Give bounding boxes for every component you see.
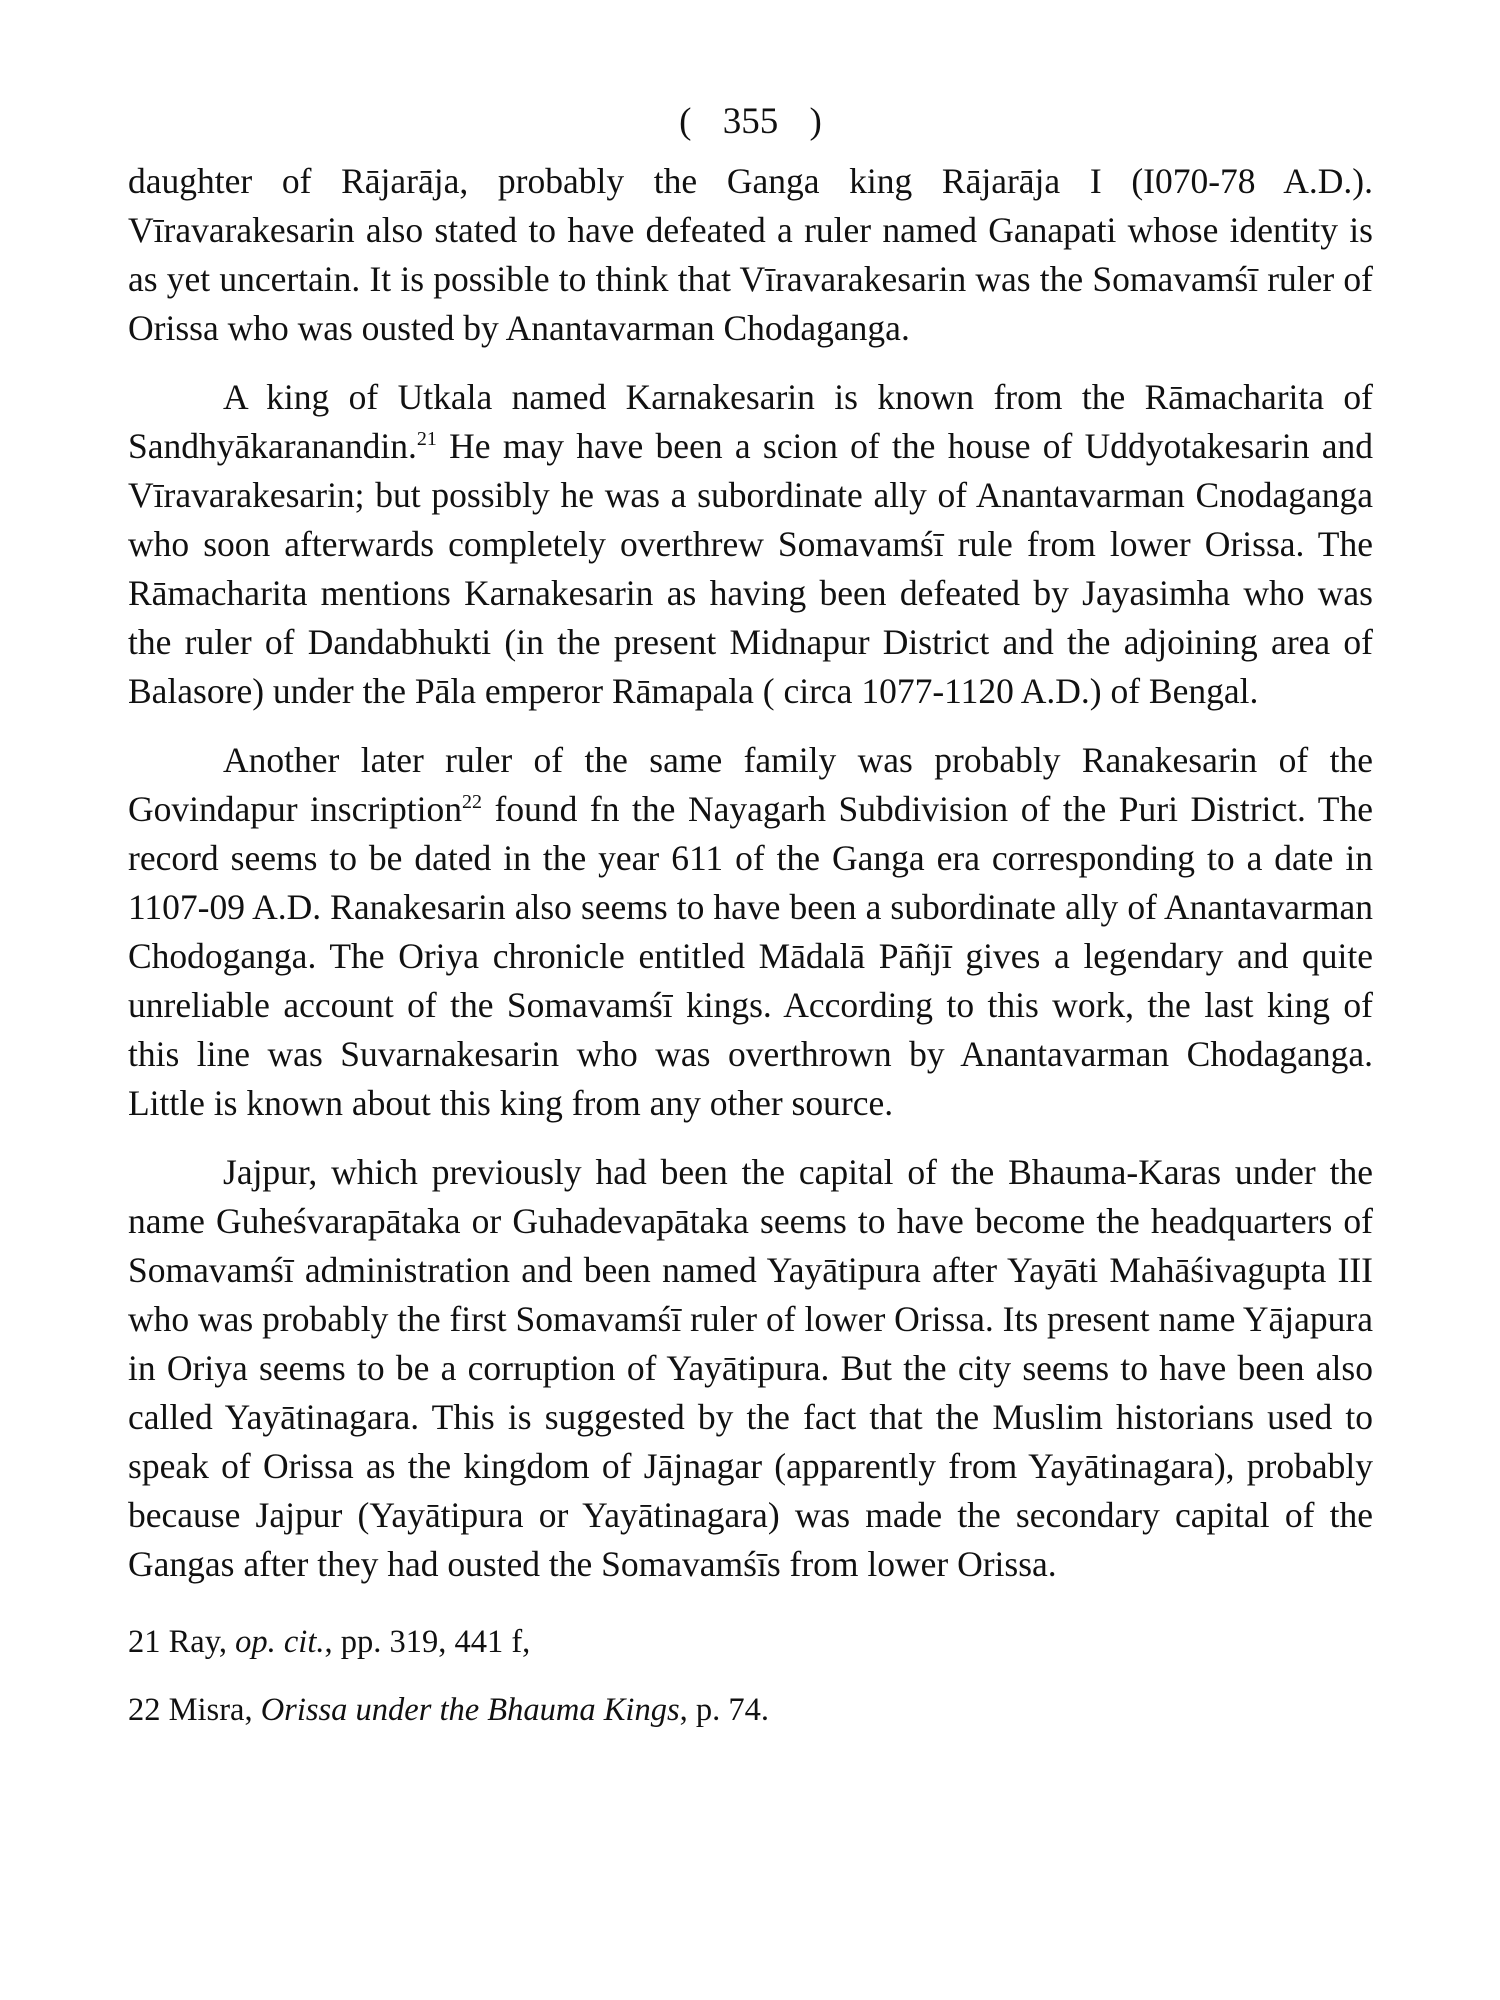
footnote-title: Orissa under the Bhauma Kings <box>260 1692 680 1728</box>
paragraph-karnakesarin <box>128 373 1373 716</box>
page-number: ( 355 ) <box>679 101 822 142</box>
book-page <box>128 100 1373 1755</box>
footnote-22 <box>128 1687 1373 1733</box>
footnotes <box>128 1619 1373 1733</box>
footnote-21 <box>128 1619 1373 1665</box>
paragraph-text: Another later ruler of the same family was probably Ranakesarin of the Govindapur inscription <box>128 740 1373 829</box>
footnote-number: 22 <box>128 1692 161 1728</box>
footnote-title: op. cit. <box>235 1624 325 1660</box>
paragraph-continuation: daughter of Rājarāja, probably the Ganga king Rājarāja I (I070-78 A.D.). Vīravarakesarin also stated to have defeated a ruler named Ganapati whose identity is as yet uncertain. It is possible to think that Vīravarakesarin was the Somavamśī ruler of Orissa who was ousted by Anantavarman Chodaganga. <box>128 161 1373 348</box>
footnote-author: Ray, <box>168 1624 227 1660</box>
paragraph-jajpur: Jajpur, which previously had been the capital of the Bhauma-Karas under the name Guheśvarapātaka or Guhadevapātaka seems to have become the headquarters of Somavamśī administration and been named Yayātipura after Yayāti Mahāśivagupta III who was probably the first Somavamśī ruler of lower Orissa. Its present name Yājapura in Oriya seems to be a corruption of Yayātipura. But the city seems to have been also called Yayātinagara. This is suggested by the fact that the Muslim historians used to speak of Orissa as the kingdom of Jājnagar (apparently from Yayātinagara), probably because Jajpur (Yayātipura or Yayātinagara) was made the secondary capital of the Gangas after they had ousted the Somavamśīs from lower Orissa. <box>128 1152 1373 1584</box>
footnote-author: Misra, <box>168 1692 253 1728</box>
paragraph-text: found fn the Nayagarh Subdivision of the Puri District. The record seems to be dated in the year 611 of the Ganga era corresponding to a date in 1107-09 A.D. Ranakesarin also seems to have been a subordinate ally of Anantavarman Chodoganga. The Oriya chronicle entitled Mādalā Pāñjī gives a legendary and quite unreliable account of the Somavamśī kings. According to this work, the last king of this line was Suvarnakesarin who was overthrown by Anantavarman Chodaganga. Little is known about this king from any other source. <box>128 789 1373 1123</box>
footnote-ref-22: 22 <box>461 791 482 813</box>
footnote-ref-21: 21 <box>416 428 437 450</box>
footnote-pages: , p. 74. <box>679 1692 769 1728</box>
paragraph-text: He may have been a scion of the house of Uddyotakesarin and Vīravarakesarin; but possibly he was a subordinate ally of Anantavarman Cnodaganga who soon afterwards completely overthrew Somavamśī rule from lower Orissa. The Rāmacharita mentions Karnakesarin as having been defeated by Jayasimha who was the ruler of Dandabhukti (in the present Midnapur District and the adjoining area of Balasore) under the Pāla emperor Rāmapala ( circa 1077-1120 A.D.) of Bengal. <box>128 426 1373 711</box>
footnote-pages: , pp. 319, 441 f, <box>324 1624 531 1660</box>
paragraph-ranakesarin <box>128 736 1373 1128</box>
paragraph-text: A king of Utkala named Karnakesarin is known from the Rāmacharita of Sandhyākaranandin. <box>128 377 1373 466</box>
footnote-number: 21 <box>128 1624 161 1660</box>
